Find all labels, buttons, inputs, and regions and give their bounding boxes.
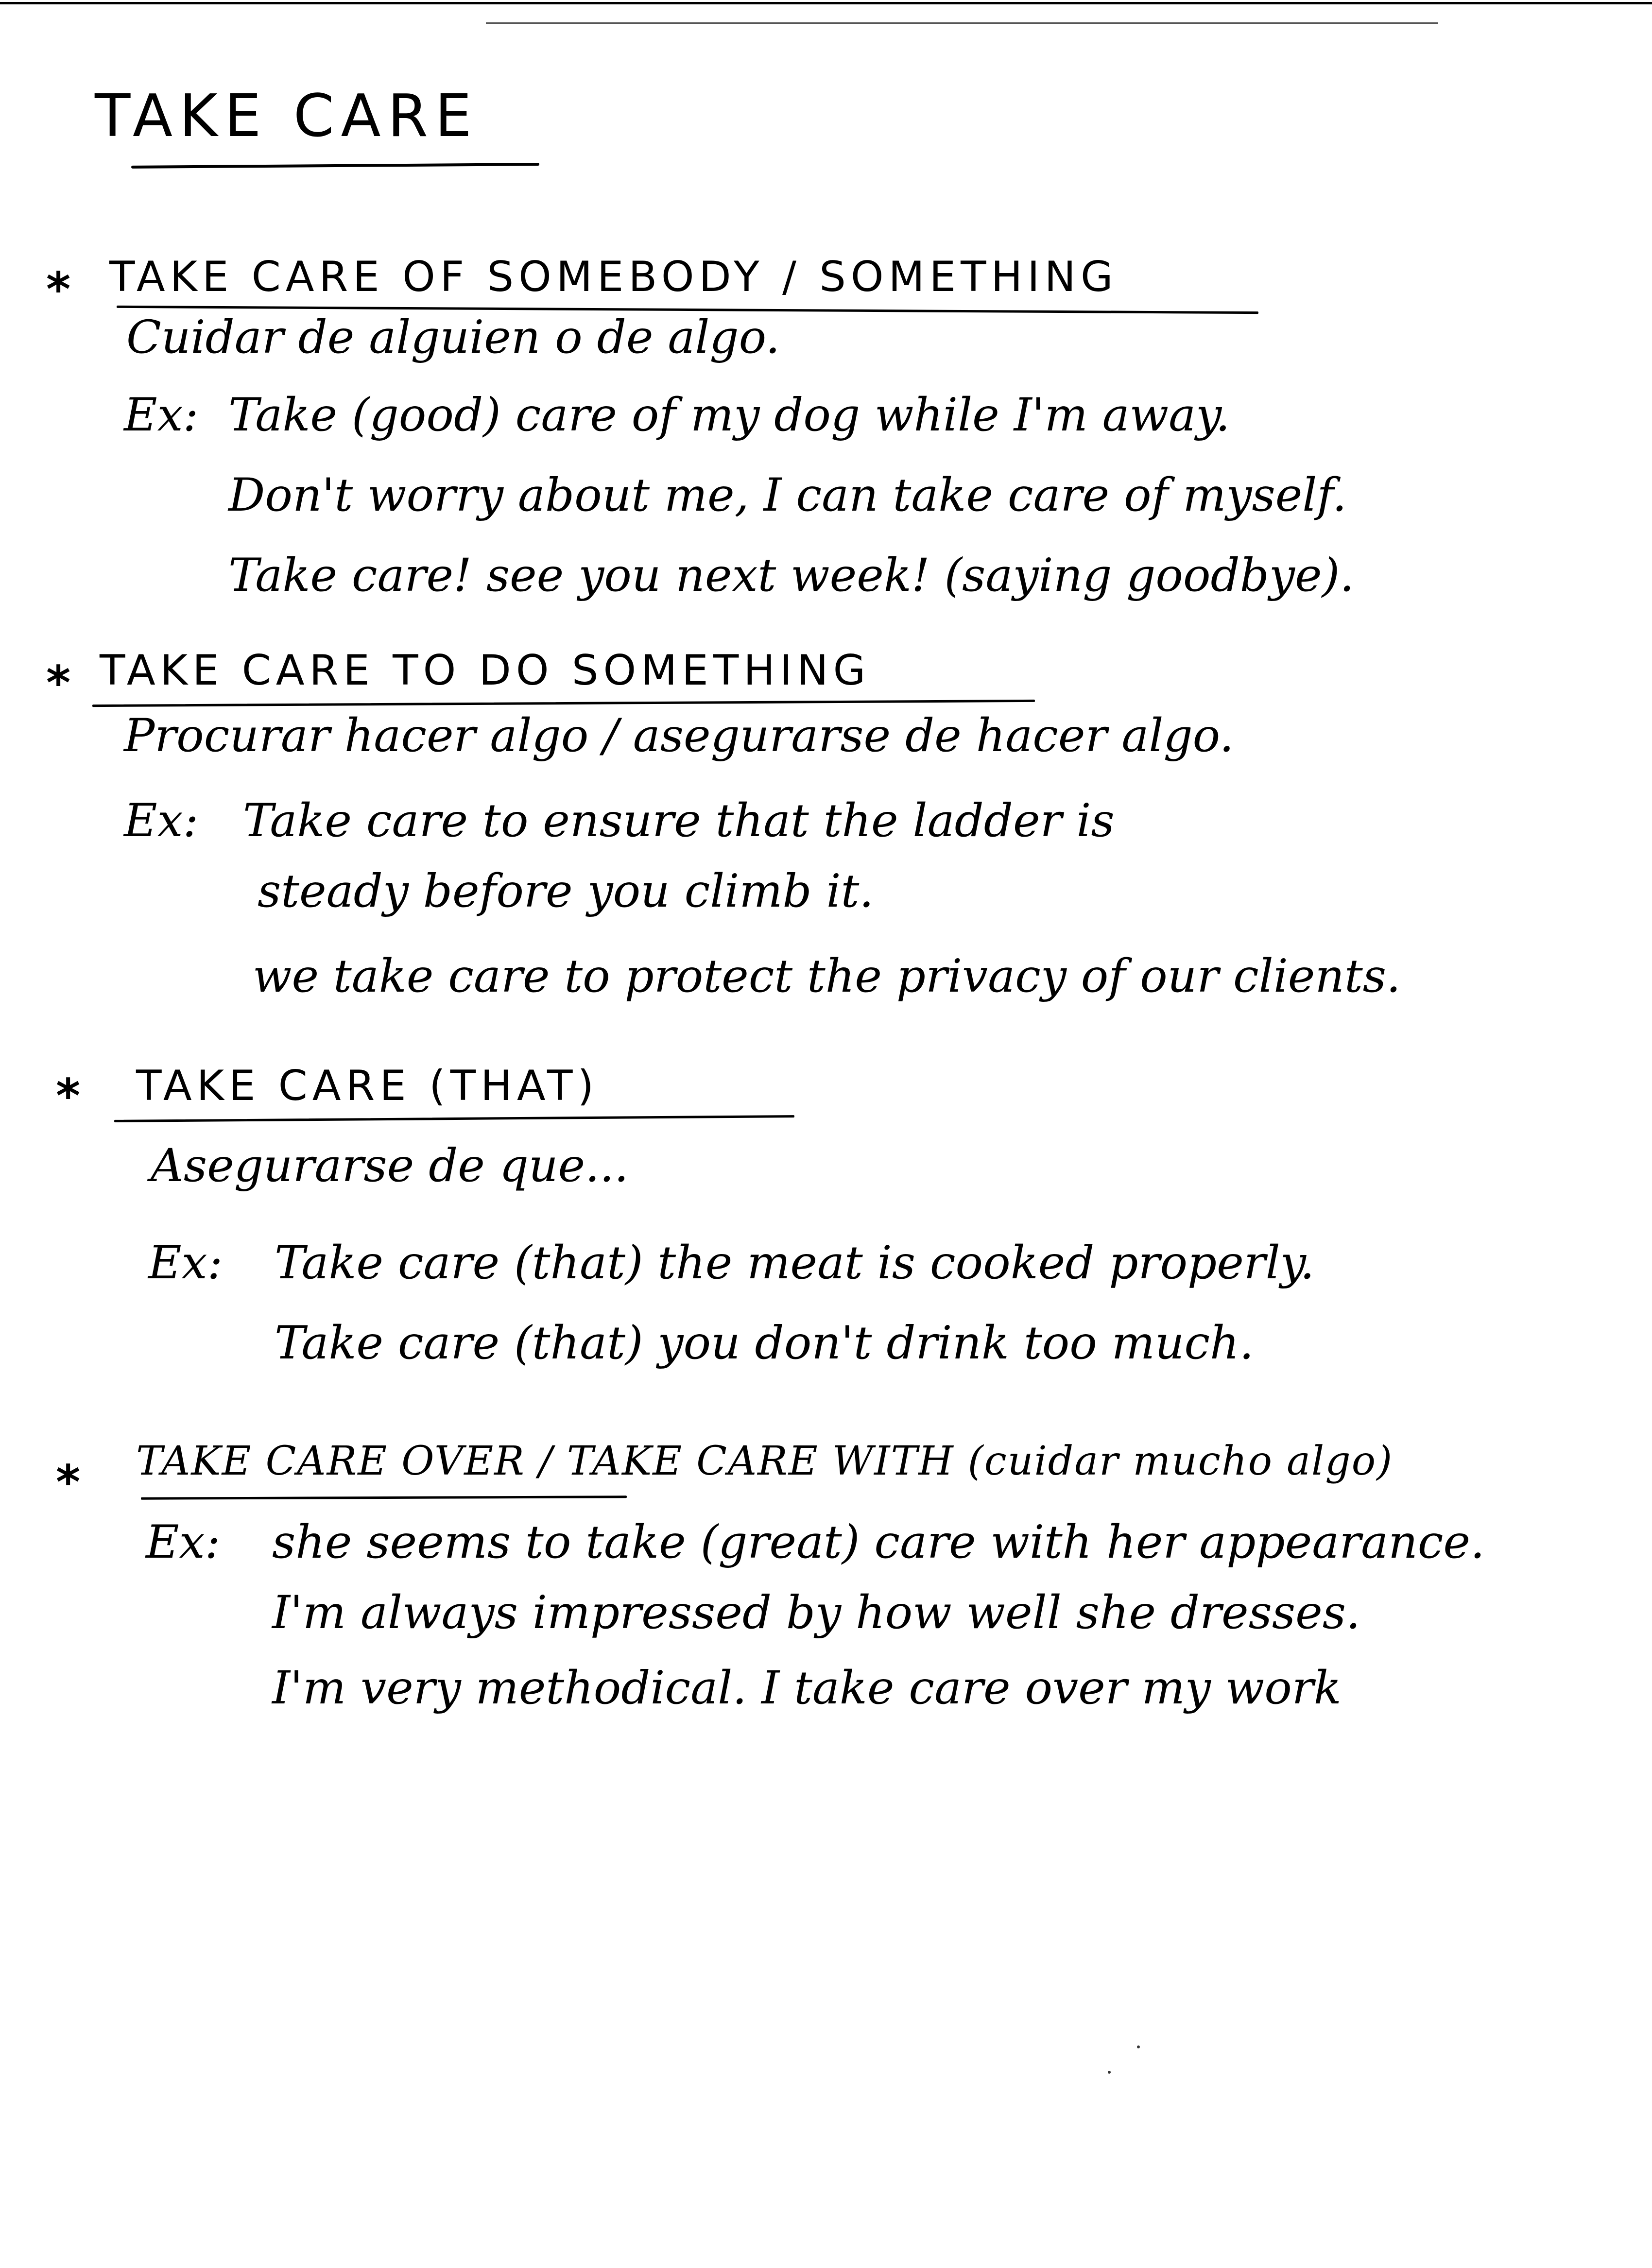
section-bullet: * bbox=[46, 656, 71, 710]
heading-underline bbox=[92, 700, 1035, 707]
example-label: Ex: bbox=[146, 1516, 221, 1569]
example-label: Ex: bbox=[124, 794, 199, 847]
example-line: Take care! see you next week! (saying goodbye). bbox=[228, 549, 1355, 602]
example-line: Take care to ensure that the ladder is bbox=[243, 794, 1115, 847]
section-meaning: Cuidar de alguien o de algo. bbox=[126, 311, 780, 364]
section-heading: TAKE CARE TO DO SOMETHING bbox=[100, 646, 871, 695]
section-heading: TAKE CARE OVER / TAKE CARE WITH (cuidar mucho algo) bbox=[136, 1438, 1394, 1484]
example-line: steady before you climb it. bbox=[258, 865, 874, 918]
example-line: Take (good) care of my dog while I'm away. bbox=[228, 389, 1230, 442]
section-bullet: * bbox=[46, 262, 71, 317]
example-line: I'm very methodical. I take care over my work bbox=[272, 1662, 1342, 1715]
section-meaning: Asegurarse de que... bbox=[151, 1139, 629, 1192]
heading-underline bbox=[114, 1115, 794, 1122]
example-label: Ex: bbox=[124, 389, 199, 442]
section-heading: TAKE CARE OF SOMEBODY / SOMETHING bbox=[109, 253, 1118, 301]
scan-speck bbox=[1108, 2071, 1111, 2074]
example-label: Ex: bbox=[148, 1237, 223, 1289]
scan-top-edge bbox=[0, 2, 1652, 4]
heading-underline bbox=[141, 1495, 627, 1499]
scan-speck bbox=[1137, 2045, 1140, 2048]
example-line: Take care (that) the meat is cooked properly. bbox=[275, 1237, 1315, 1289]
example-line: we take care to protect the privacy of our clients. bbox=[253, 950, 1401, 1003]
example-line: Don't worry about me, I can take care of myself. bbox=[228, 469, 1347, 522]
title-underline bbox=[131, 163, 539, 169]
section-bullet: * bbox=[56, 1069, 81, 1123]
example-line: I'm always impressed by how well she dresses. bbox=[272, 1586, 1360, 1639]
section-bullet: * bbox=[56, 1455, 81, 1510]
section-meaning: Procurar hacer algo / asegurarse de hacer algo. bbox=[124, 709, 1234, 762]
example-line: she seems to take (great) care with her appearance. bbox=[272, 1516, 1485, 1569]
page-title: TAKE CARE bbox=[95, 83, 479, 150]
scan-top-edge-shadow bbox=[486, 22, 1438, 24]
example-line: Take care (that) you don't drink too much. bbox=[275, 1317, 1254, 1370]
section-heading: TAKE CARE (THAT) bbox=[136, 1062, 599, 1110]
